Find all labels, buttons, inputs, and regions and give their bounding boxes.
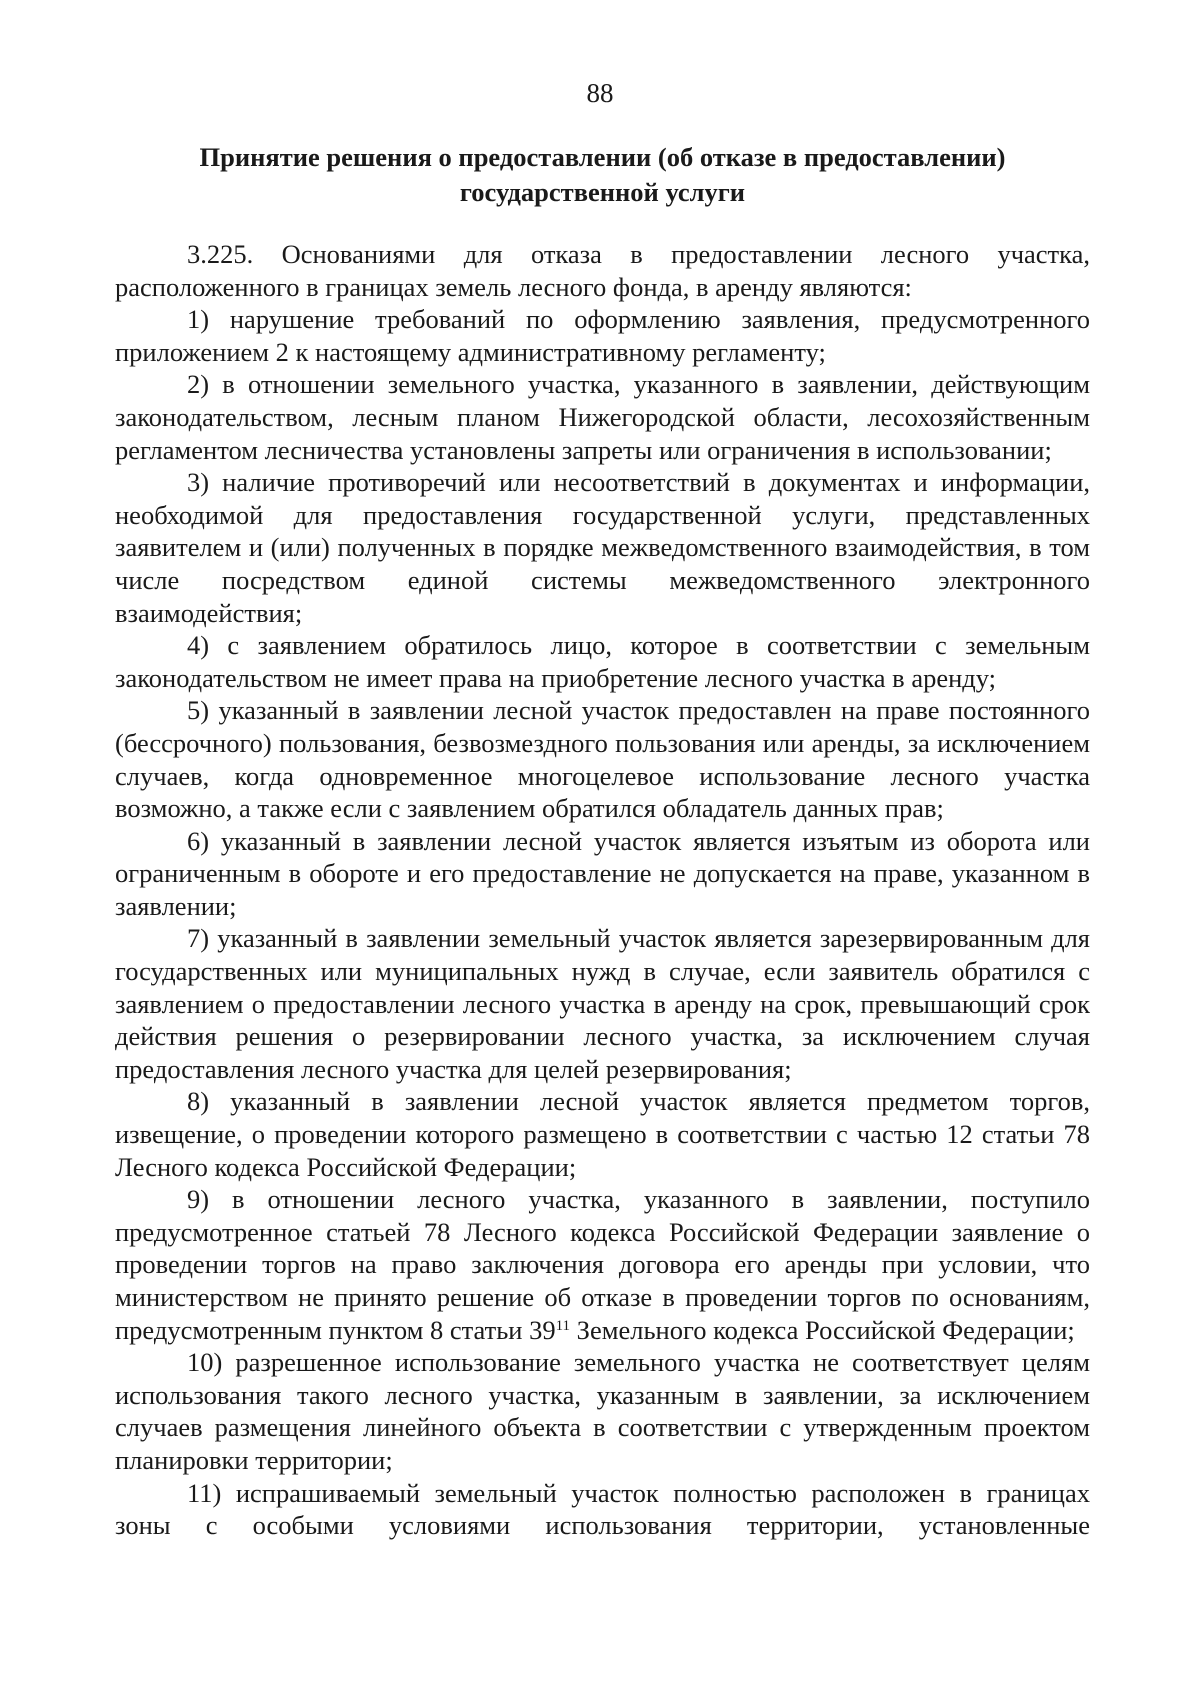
list-item-5: 5) указанный в заявлении лесной участок предоставлен на праве постоянного (бессрочного) пользования, безвозмездного пользования или аренды, за исключением случаев, когда одновременное многоцелевое использование лесного участка возможно, а также если с заявлением обратился обладатель данных прав; — [115, 695, 1090, 824]
list-item-9-text: 9) в отношении лесного участка, указанного в заявлении, поступило предусмотренное статьей 78 Лесного кодекса Российской Федерации заявление о проведении торгов на право заключения договора его аренды при условии, что министерством не принято решение об отказе в проведении торгов по основаниям, предусмотренным пунктом 8 статьи 39 — [115, 1184, 1090, 1345]
list-item-3: 3) наличие противоречий или несоответствий в документах и информации, необходимой для предоставления государственной услуги, представленных заявителем и (или) полученных в порядке межведомственного взаимодействия, в том числе посредством единой системы межведомственного электронного взаимодействия; — [115, 467, 1090, 628]
page-number: 88 — [586, 78, 614, 108]
list-item-11: 11) испрашиваемый земельный участок полностью расположен в границах зоны с особыми условиями использования территории, установленные — [115, 1477, 1090, 1541]
list-item-9-tail: Земельного кодекса Российской Федерации; — [570, 1314, 1075, 1345]
list-item-1: 1) нарушение требований по оформлению заявления, предусмотренного приложением 2 к настоящему административному регламенту; — [115, 304, 1090, 367]
list-item-9 — [115, 1183, 1090, 1346]
article-superscript: 11 — [555, 1317, 571, 1334]
list-item-2: 2) в отношении земельного участка, указанного в заявлении, действующим законодательством, лесным планом Нижегородской области, лесохозяйственным регламентом лесничества установлены запреты или ограничения в использовании; — [115, 369, 1090, 465]
list-item-4: 4) с заявлением обратилось лицо, которое в соответствии с земельным законодательством не имеет права на приобретение лесного участка в аренду; — [115, 630, 1090, 693]
intro-paragraph: 3.225. Основаниями для отказа в предоставлении лесного участка, расположенного в границах земель лесного фонда, в аренду являются: — [115, 239, 1090, 302]
list-item-6: 6) указанный в заявлении лесной участок является изъятым из оборота или ограниченным в обороте и его предоставление не допускается на праве, указанном в заявлении; — [115, 825, 1090, 921]
list-item-10: 10) разрешенное использование земельного участка не соответствует целям использования такого лесного участка, указанным в заявлении, за исключением случаев размещения линейного объекта в соответствии с утвержденным проектом планировки территории; — [115, 1347, 1090, 1475]
section-heading: Принятие решения о предоставлении (об отказе в предоставлении) государственной услуги — [199, 142, 1006, 207]
list-item-8: 8) указанный в заявлении лесной участок является предметом торгов, извещение, о проведении которого размещено в соответствии с частью 12 статьи 78 Лесного кодекса Российской Федерации; — [115, 1086, 1090, 1182]
list-item-7: 7) указанный в заявлении земельный участок является зарезервированным для государственных или муниципальных нужд в случае, если заявитель обратился с заявлением о предоставлении лесного участка в аренду на срок, превышающий срок действия решения о резервировании лесного участка, за исключением случая предоставления лесного участка для целей резервирования; — [115, 923, 1090, 1084]
document-body — [115, 238, 1090, 1542]
